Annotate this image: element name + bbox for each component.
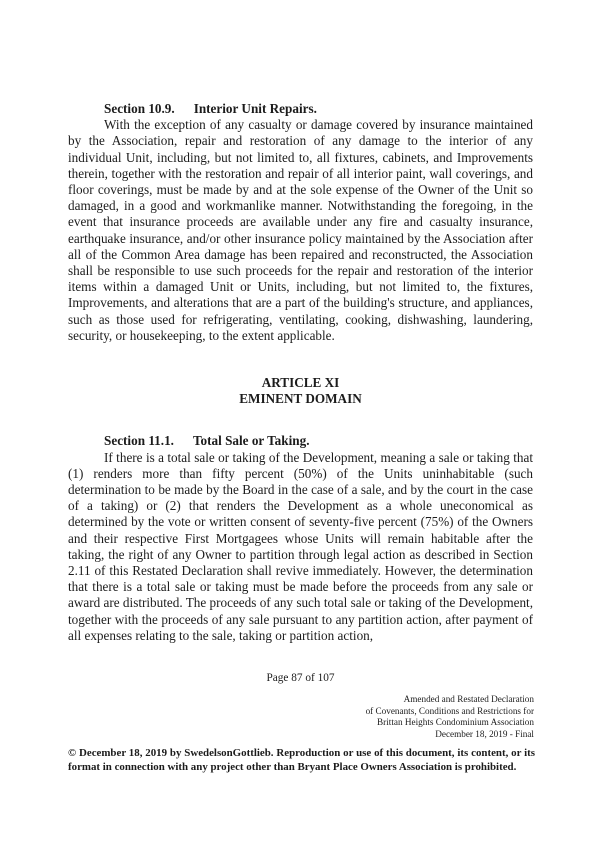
article-title: EMINENT DOMAIN: [239, 391, 362, 407]
section-10-9-number: Section 10.9.: [104, 101, 175, 116]
copyright-notice: © December 18, 2019 by SwedelsonGottlieb. Reproduction or use of this document, its content, or its format in connection with any project other than Bryant Place Owners Association is prohibited.: [68, 747, 535, 773]
section-11-1-heading: [68, 433, 533, 449]
attribution-line: December 18, 2019 - Final: [435, 728, 534, 739]
article-xi-heading: [68, 375, 533, 407]
attribution-line: of Covenants, Conditions and Restrictions for: [365, 705, 534, 716]
section-11-1-title: Total Sale or Taking.: [192, 433, 310, 449]
section-10-9-paragraph: With the exception of any casualty or damage covered by insurance maintained by the Association, repair and restoration of any damage to the interior of any individual Unit, including, but not limited to, all fixtures, cabinets, and Improvements therein, together with the restoration and repair of all interior paint, wall coverings, and floor coverings, must be made by and at the sole expense of the Owner of the Unit so damaged, in a good and workmanlike manner. Notwithstanding the foregoing, in the event that insurance proceeds are available under any fire and casualty insurance, earthquake insurance, and/or other insurance policy maintained by the Association after all of the Common Area damage has been repaired and reconstructed, the Association shall be responsible to use such proceeds for the repair and restoration of the interior items within a damaged Unit or Units, including, but not limited to, the fixtures, Improvements, and alterations that are a part of the building's structure, and appliances, such as those used for refrigerating, ventilating, cooking, dishwashing, laundering, security, or housekeeping, to the extent applicable.: [68, 117, 533, 343]
section-11-1-number: Section 11.1.: [104, 433, 174, 449]
attribution-line: Amended and Restated Declaration: [403, 694, 534, 704]
attribution-line: Brittan Heights Condominium Association: [377, 717, 534, 727]
page-number: Page 87 of 107: [266, 672, 335, 684]
document-body: [68, 101, 533, 644]
article-number: ARTICLE XI: [261, 375, 340, 391]
section-10-9-heading: [68, 101, 533, 117]
section-10-9-title: Interior Unit Repairs.: [193, 101, 317, 116]
section-11-1-paragraph: If there is a total sale or taking of the Development, meaning a sale or taking that (1) renders more than fifty percent (50%) of the Units uninhabitable (such determination to be made by the Board in the case of a sale, and by the court in the case of a taking) or (2) that renders the Development as a whole uneconomical as determined by the vote or written consent of seventy-five percent (75%) of the Owners and their respective First Mortgagees whose Units will remain habitable after the taking, the right of any Owner to partition through legal action as described in Section 2.11 of this Restated Declaration shall revive immediately. However, the determination that there is a total sale or taking must be made before the proceeds from any sale or award are distributed. The proceeds of any such total sale or taking of the Development, together with the proceeds of any sale pursuant to any partition action, after payment of all expenses relating to the sale, taking or partition action,: [68, 449, 533, 643]
document-attribution: [366, 694, 534, 740]
